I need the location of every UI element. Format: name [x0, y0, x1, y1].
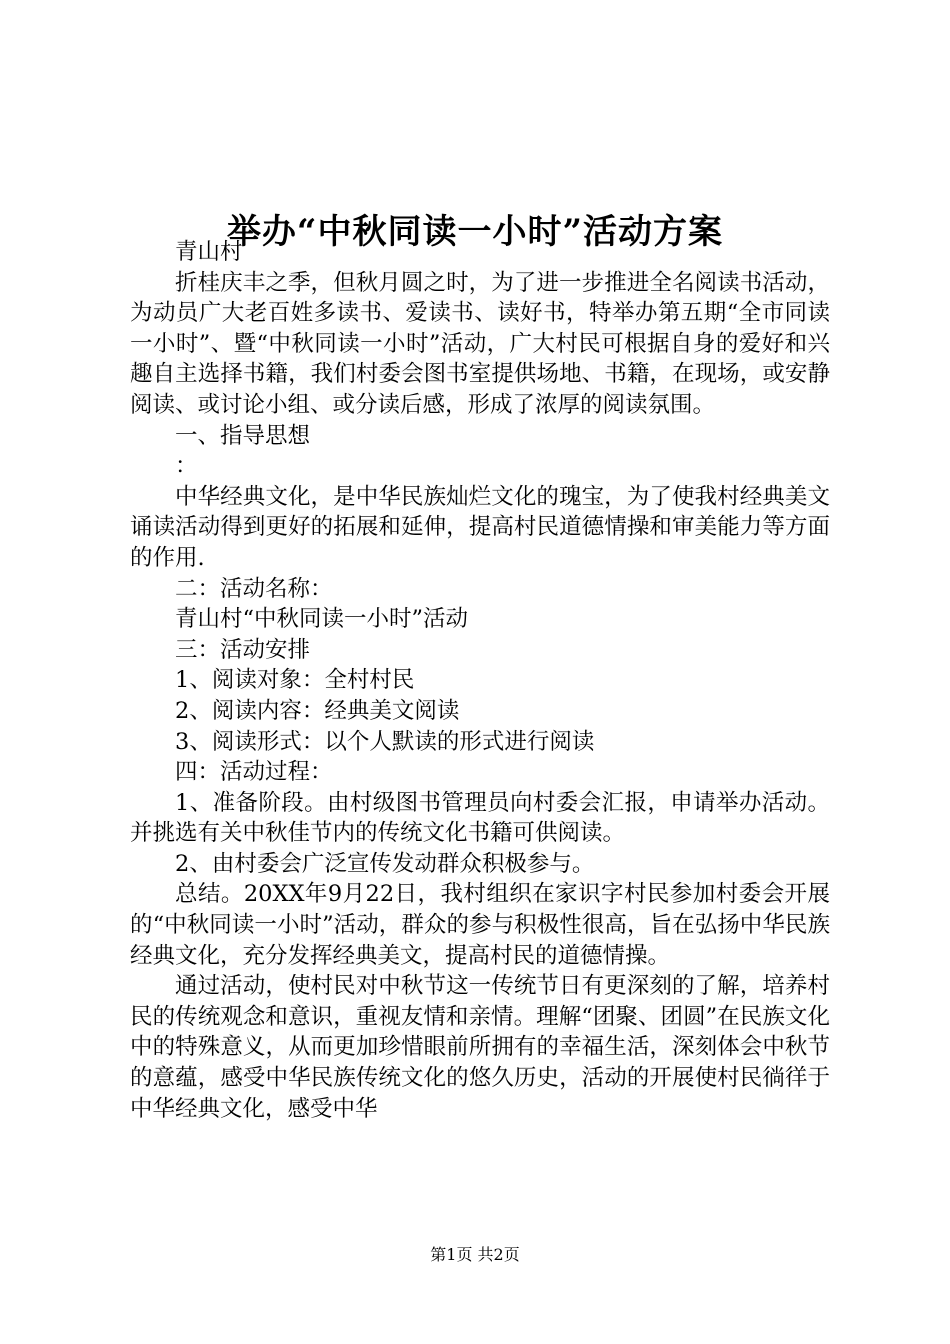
section-heading-activity-process: 四：活动过程：	[175, 759, 333, 786]
guiding-thought-paragraph: 中华经典文化，是中华民族灿烂文化的瑰宝，为了使我村经典美文诵读活动得到更好的拓展和延伸，提高村民道德情操和审美能力等方面的作用.	[130, 483, 830, 571]
arrangement-item: 3、阅读形式：以个人默读的形式进行阅读	[175, 728, 595, 755]
activity-name: 青山村“中秋同读一小时”活动	[175, 606, 469, 633]
page-footer: 第1页 共2页	[430, 1245, 520, 1264]
arrangement-item: 1、阅读对象：全村村民	[175, 667, 415, 694]
arrangement-item: 2、阅读内容：经典美文阅读	[175, 697, 460, 724]
conclusion-paragraph: 通过活动，使村民对中秋节这一传统节日有更深刻的了解，培养村民的传统观念和意识，重视友情和亲情。理解“团聚、团圆”在民族文化中的特殊意义，从而更加珍惜眼前所拥有的幸福生活，深刻体会中秋节的意蕴，感受中华民族传统文化的悠久历史，活动的开展使村民徜徉于中华经典文化，感受中华	[130, 973, 830, 1122]
process-item: 2、由村委会广泛宣传发动群众积极参与。	[175, 850, 595, 877]
intro-paragraph: 折桂庆丰之季，但秋月圆之时，为了进一步推进全名阅读书活动，为动员广大老百姓多读书、爱读书、读好书，特举办第五期“全市同读一小时”、暨“中秋同读一小时”活动，广大村民可根据自身的爱好和兴趣自主选择书籍，我们村委会图书室提供场地、书籍，在现场，或安静阅读、或讨论小组、或分读后感，形成了浓厚的阅读氛围。	[130, 269, 830, 418]
process-item: 1、准备阶段。由村级图书管理员向村委会汇报，申请举办活动。并挑选有关中秋佳节内的传统文化书籍可供阅读。	[130, 789, 830, 847]
section-heading-guiding-thought: 一、指导思想	[175, 422, 311, 449]
colon-line: ：	[175, 453, 198, 480]
document-title: 举办“中秋同读一小时”活动方案	[226, 211, 724, 252]
section-heading-activity-arrangement: 三：活动安排	[175, 636, 311, 663]
village-name: 青山村	[175, 239, 243, 265]
summary-paragraph: 总结。20XX年9月22日，我村组织在家识字村民参加村委会开展的“中秋同读一小时”活动，群众的参与积极性很高，旨在弘扬中华民族经典文化，充分发挥经典美文，提高村民的道德情操。	[130, 881, 830, 969]
document-body	[130, 237, 830, 1124]
section-heading-activity-name: 二：活动名称：	[175, 575, 333, 602]
